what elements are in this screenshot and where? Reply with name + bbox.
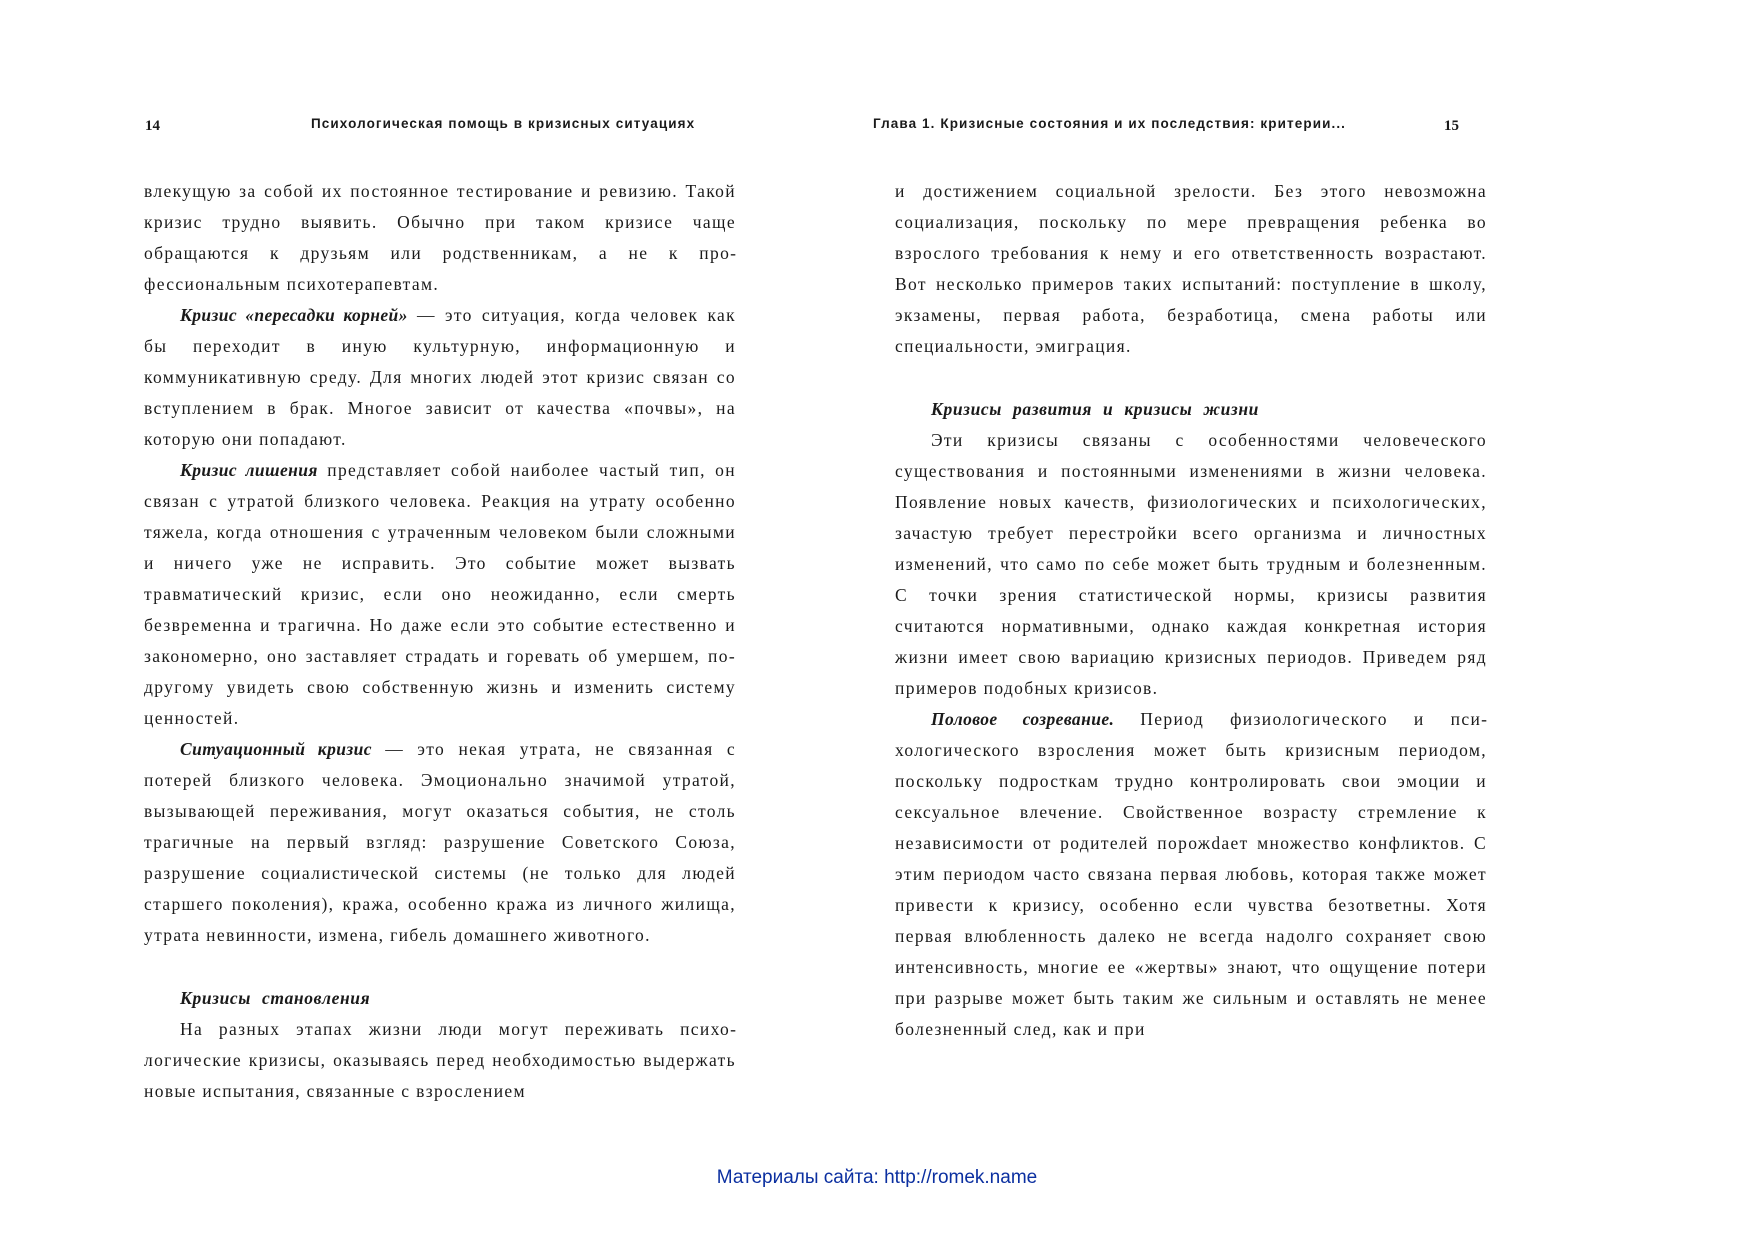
paragraph: Эти кризисы связаны с особенностями человеческого существования и постоянными изменениями в жизни человека. Появление новых качеств, физиологических и психологических, зачастую требует перестройки всего организма и личностных изменений, что само по себе может быть трудным и болезненным. С точки зрения статистической нормы, кризисы развития считаются нормативными, однако каждая конкретная история жизни имеет свою вариацию кризисных периодов. Приведем ряд примеров подобных кризисов. xyxy=(895,430,1487,698)
paragraph-text: представляет собой наиболее частый тип, он связан с утратой близкого человека. Реакция на утрату особенно тяжела, когда отношения с утраченным человеком были сложными и ничего уже не исправить. Это событие может вызвать травматический кризис, если оно неожиданно, если смерть безвременна и трагична. Но даже если это событие естественно и закономерно, оно заставляет страдать и горевать об умершем, по-другому увидеть свою собственную жизнь и изменить систему ценностей. xyxy=(144,460,736,728)
site-footer-link[interactable]: Материалы сайта: http://romek.name xyxy=(716,1167,1038,1188)
term: Кризис лишения xyxy=(180,460,318,480)
paragraph xyxy=(895,704,1487,1045)
paragraph xyxy=(144,455,736,734)
term: Кризис «пересадки корней» xyxy=(180,305,408,325)
section-heading: Кризисы становления xyxy=(180,988,371,1008)
paragraph: и достижением социальной зрелости. Без этого невозможна социализация, поскольку по мере превращения ребенка во взрослого требования к нему и его ответственность возрастают. Вот несколько примеров таких испытаний: поступление в школу, экзамены, первая работа, безработица, смена работы или специальности, эмиграция. xyxy=(895,181,1487,356)
section-heading: Кризисы развития и кризисы жизни xyxy=(931,399,1259,419)
page-body xyxy=(144,176,736,1107)
paragraph: На разных этапах жизни люди могут переживать психологические кризисы, оказываясь перед необходимостью выдержать новые испытания, связанные с взрослением xyxy=(144,1019,736,1101)
term: Половое созревание. xyxy=(931,709,1115,729)
page-number: 15 xyxy=(1444,118,1459,134)
paragraph-text: Период физиологического и психологического взросления может быть кризисным периодом, поскольку подросткам трудно контролировать свои эмоции и сексуальное влечение. Свойственное возрасту стремление к независимости от родителей порожdает множество конфликтов. С этим периодом часто связана первая любовь, которая также может привести к кризису, особенно если чувства безответны. Хотя первая влюбленность далеко не всегда надолго сохраняет свою интенсивность, многие ее «жертвы» знают, что ощущение потери при разрыве может быть таким же сильным и оставлять не менее болезненный след, как и при xyxy=(895,709,1487,1039)
paragraph xyxy=(144,300,736,455)
right-page xyxy=(873,0,1754,1160)
left-page xyxy=(0,0,877,1160)
paragraph xyxy=(144,734,736,951)
paragraph: влекущую за собой их постоянное тестирование и ревизию. Такой кризис трудно выявить. Обычно при таком кризисе чаще обращаются к друзьям или родственникам, а не к профессиональным психотерапевтам. xyxy=(144,181,736,294)
term: Ситуационный кризис xyxy=(180,739,372,759)
page-number: 14 xyxy=(145,118,160,134)
running-head: Психологическая помощь в кризисных ситуациях xyxy=(311,116,696,131)
paragraph-text: — это некая утрата, не связанная с потерей близкого человека. Эмоционально значимой утратой, вызывающей переживания, могут оказаться события, не столь трагичные на первый взгляд: разрушение Советского Союза, разрушение социалистической системы (не только для людей старшего поколения), кража, особенно кража из личного жилища, утрата невинности, измена, гибель домашнего животного. xyxy=(144,739,736,945)
paragraph-text: — это ситуация, когда человек как бы переходит в иную культурную, информационную и коммуникативную среду. Для многих людей этот кризис связан со вступлением в брак. Многое зависит от качества «почвы», на которую они попадают. xyxy=(144,305,736,449)
running-head: Глава 1. Кризисные состояния и их последствия: критерии... xyxy=(873,116,1347,131)
page-body xyxy=(895,176,1487,1045)
